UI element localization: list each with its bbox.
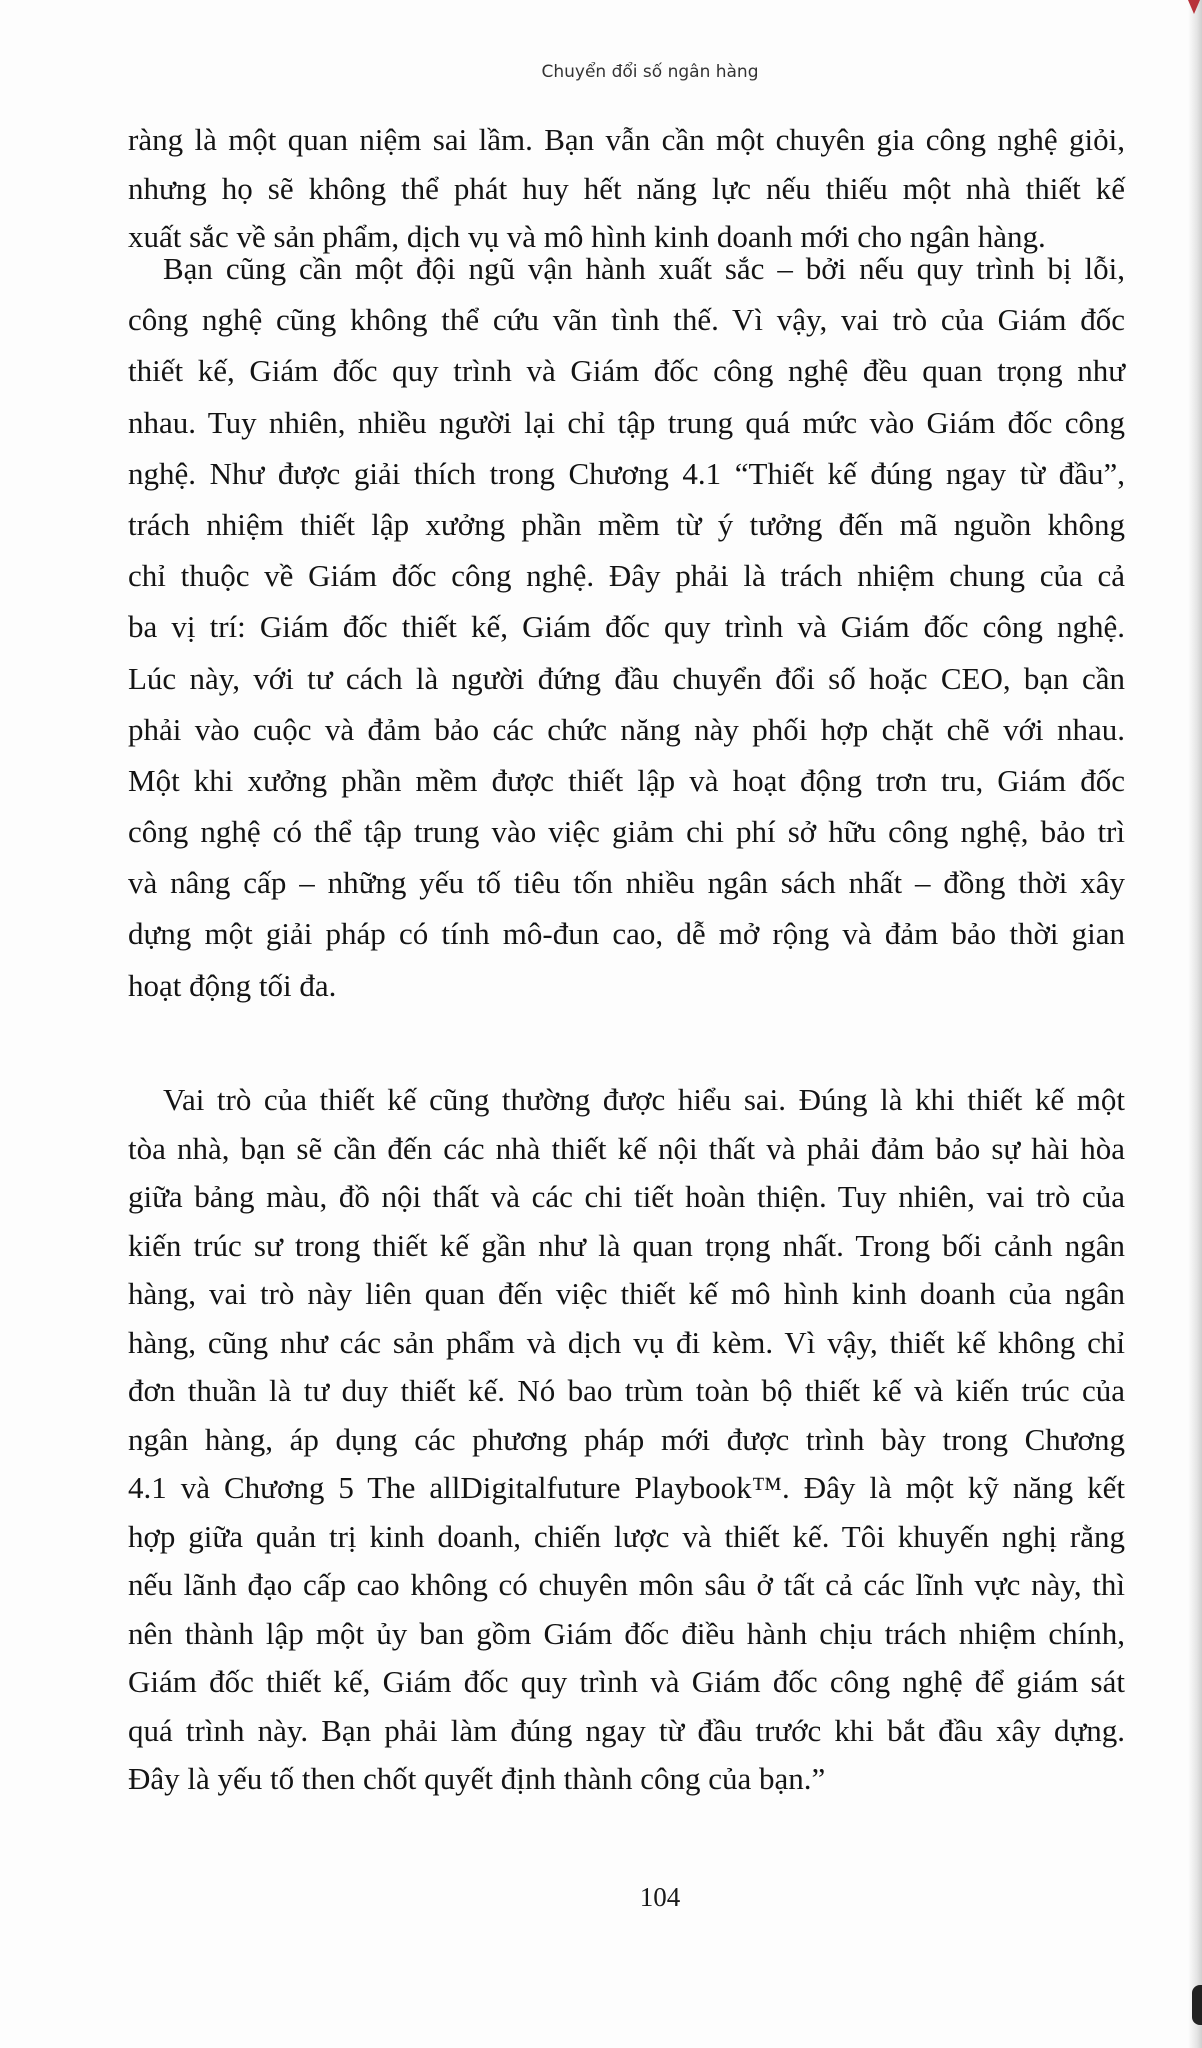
bookmark-ribbon bbox=[1188, 0, 1200, 14]
text-line: xuất sắc về sản phẩm, dịch vụ và mô hình kinh doanh mới cho ngân hàng. bbox=[128, 219, 1046, 254]
text-line: nếu lãnh đạo cấp cao không có chuyên môn sâu ở tất cả các lĩnh vực này, thì bbox=[128, 1567, 1125, 1602]
paragraph-2 bbox=[128, 243, 1125, 1011]
text-line: nghệ. Như được giải thích trong Chương 4.1 “Thiết kế đúng ngay từ đầu”, bbox=[128, 455, 1125, 491]
page-number: 104 bbox=[639, 1882, 681, 1912]
text-line: công nghệ cũng không thể cứu vãn tình thế. Vì vậy, vai trò của Giám đốc bbox=[128, 302, 1125, 338]
text-line: Đây là yếu tố then chốt quyết định thành công của bạn.” bbox=[128, 1761, 826, 1796]
paragraph-1 bbox=[128, 116, 1125, 262]
text-line: hàng, cũng như các sản phẩm và dịch vụ đi kèm. Vì vậy, thiết kế không chỉ bbox=[128, 1324, 1125, 1360]
text-line: Bạn cũng cần một đội ngũ vận hành xuất sắc – bởi nếu quy trình bị lỗi, bbox=[163, 251, 1125, 286]
text-line: hợp giữa quản trị kinh doanh, chiến lược và thiết kế. Tôi khuyến nghị rằng bbox=[128, 1518, 1125, 1554]
text-line: quá trình này. Bạn phải làm đúng ngay từ đầu trước khi bắt đầu xây dựng. bbox=[128, 1712, 1125, 1748]
text-line: Một khi xưởng phần mềm được thiết lập và hoạt động trơn tru, Giám đốc bbox=[128, 762, 1125, 798]
text-line: tòa nhà, bạn sẽ cần đến các nhà thiết kế nội thất và phải đảm bảo sự hài hòa bbox=[128, 1130, 1125, 1166]
text-line: thiết kế, Giám đốc quy trình và Giám đốc công nghệ đều quan trọng như bbox=[128, 353, 1125, 389]
text-line: 4.1 và Chương 5 The allDigitalfuture Playbook™. Đây là một kỹ năng kết bbox=[128, 1470, 1125, 1505]
text-line: nhưng họ sẽ không thể phát huy hết năng lực nếu thiếu một nhà thiết kế bbox=[128, 170, 1125, 206]
text-line: và nâng cấp – những yếu tố tiêu tốn nhiều ngân sách nhất – đồng thời xây bbox=[128, 865, 1125, 901]
text-line: hàng, vai trò này liên quan đến việc thiết kế mô hình kinh doanh của ngân bbox=[128, 1276, 1125, 1311]
text-line: trách nhiệm thiết lập xưởng phần mềm từ ý tưởng đến mã nguồn không bbox=[128, 506, 1125, 542]
text-line: đơn thuần là tư duy thiết kế. Nó bao trùm toàn bộ thiết kế và kiến trúc của bbox=[128, 1373, 1125, 1408]
text-line: hoạt động tối đa. bbox=[128, 967, 337, 1003]
text-line: chỉ thuộc về Giám đốc công nghệ. Đây phải là trách nhiệm chung của cả bbox=[128, 558, 1125, 594]
text-line: giữa bảng màu, đồ nội thất và các chi tiết hoàn thiện. Tuy nhiên, vai trò của bbox=[128, 1179, 1125, 1214]
text-line: ngân hàng, áp dụng các phương pháp mới được trình bày trong Chương bbox=[128, 1421, 1125, 1457]
text-line: ba vị trí: Giám đốc thiết kế, Giám đốc quy trình và Giám đốc công nghệ. bbox=[128, 609, 1125, 645]
paragraph-3 bbox=[128, 1076, 1125, 1804]
text-line: nhau. Tuy nhiên, nhiều người lại chỉ tập trung quá mức vào Giám đốc công bbox=[128, 404, 1125, 440]
text-line: phải vào cuộc và đảm bảo các chức năng này phối hợp chặt chẽ với nhau. bbox=[128, 711, 1125, 747]
running-head: Chuyển đổi số ngân hàng bbox=[541, 62, 759, 82]
text-line: Vai trò của thiết kế cũng thường được hiểu sai. Đúng là khi thiết kế một bbox=[163, 1082, 1125, 1117]
text-line: công nghệ có thể tập trung vào việc giảm chi phí sở hữu công nghệ, bảo trì bbox=[128, 814, 1125, 850]
text-line: kiến trúc sư trong thiết kế gần như là quan trọng nhất. Trong bối cảnh ngân bbox=[128, 1227, 1125, 1263]
text-line: dựng một giải pháp có tính mô-đun cao, dễ mở rộng và đảm bảo thời gian bbox=[128, 916, 1125, 952]
text-line: ràng là một quan niệm sai lầm. Bạn vẫn cần một chuyên gia công nghệ giỏi, bbox=[128, 122, 1125, 157]
page-edge-shadow bbox=[1188, 0, 1202, 2048]
text-line: nên thành lập một ủy ban gồm Giám đốc điều hành chịu trách nhiệm chính, bbox=[128, 1615, 1125, 1651]
page-clip-shadow bbox=[1192, 1985, 1202, 2025]
text-line: Lúc này, với tư cách là người đứng đầu chuyển đổi số hoặc CEO, bạn cần bbox=[128, 660, 1125, 696]
text-line: Giám đốc thiết kế, Giám đốc quy trình và Giám đốc công nghệ để giám sát bbox=[128, 1664, 1125, 1699]
